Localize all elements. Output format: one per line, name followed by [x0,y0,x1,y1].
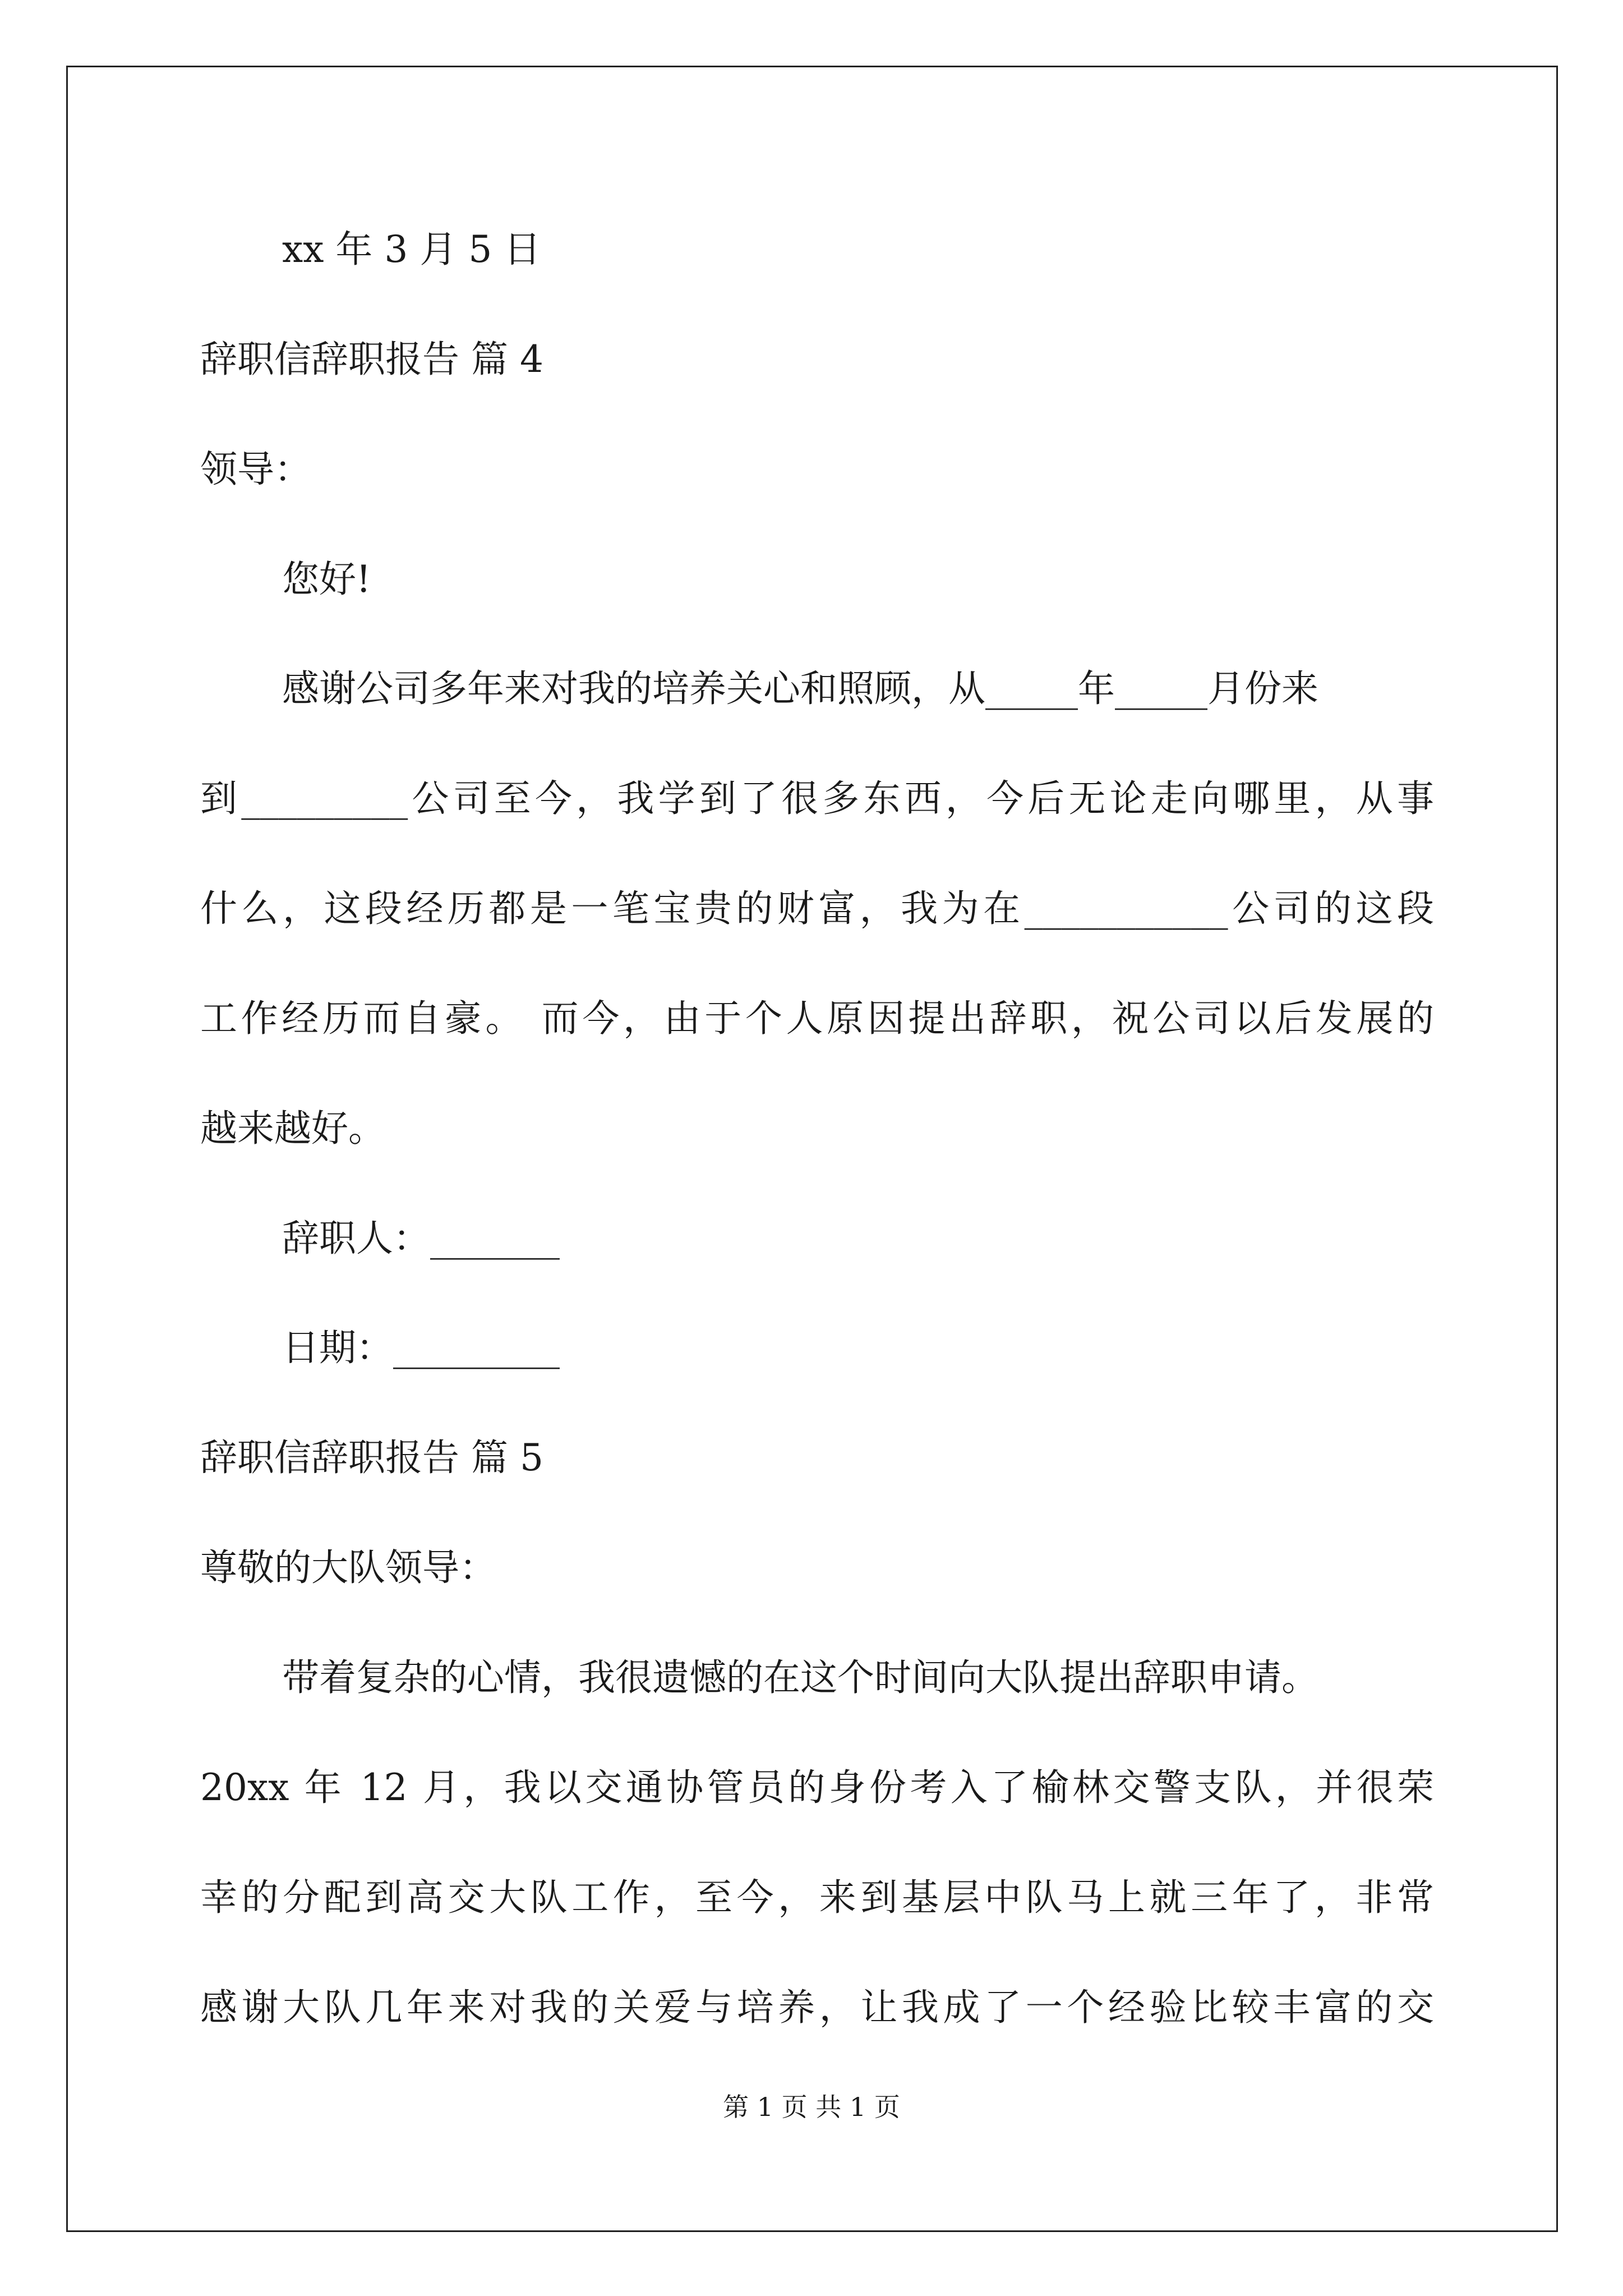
paragraph-line: 带着复杂的心情，我很遗憾的在这个时间向大队提出辞职申请。 [282,1656,1318,1699]
paragraph-line: 感谢公司多年来对我的培养关心和照顾，从_____年_____月份来 [282,667,1318,710]
paragraph-line: 到_________公司至今，我学到了很多东西，今后无论走向哪里，从事 [200,777,1434,820]
section-title-5: 辞职信辞职报告 篇 5 [200,1436,543,1479]
paragraph-line: 幸的分配到高交大队工作，至今，来到基层中队马上就三年了，非常 [200,1876,1434,1919]
section-title-4: 辞职信辞职报告 篇 4 [200,338,543,381]
paragraph-line: 越来越好。 [200,1107,385,1150]
date-line: xx 年 3 月 5 日 [282,228,541,271]
salutation: 尊敬的大队领导： [200,1546,496,1589]
page-footer: 第 1 页 共 1 页 [723,2092,900,2122]
greeting: 您好! [282,558,371,601]
paragraph-line: 感谢大队几年来对我的关爱与培养，让我成了一个经验比较丰富的交 [200,1986,1434,2029]
date-field-line: 日期：_________ [282,1326,560,1369]
paragraph-line: 什么，这段经历都是一笔宝贵的财富，我为在___________公司的这段 [200,887,1434,930]
signer-line: 辞职人：_______ [282,1217,560,1260]
paragraph-line: 工作经历而自豪。 而今，由于个人原因提出辞职，祝公司以后发展的 [200,997,1434,1040]
salutation: 领导： [200,448,311,491]
paragraph-line: 20xx 年 12 月，我以交通协管员的身份考入了榆林交警支队，并很荣 [200,1766,1434,1809]
